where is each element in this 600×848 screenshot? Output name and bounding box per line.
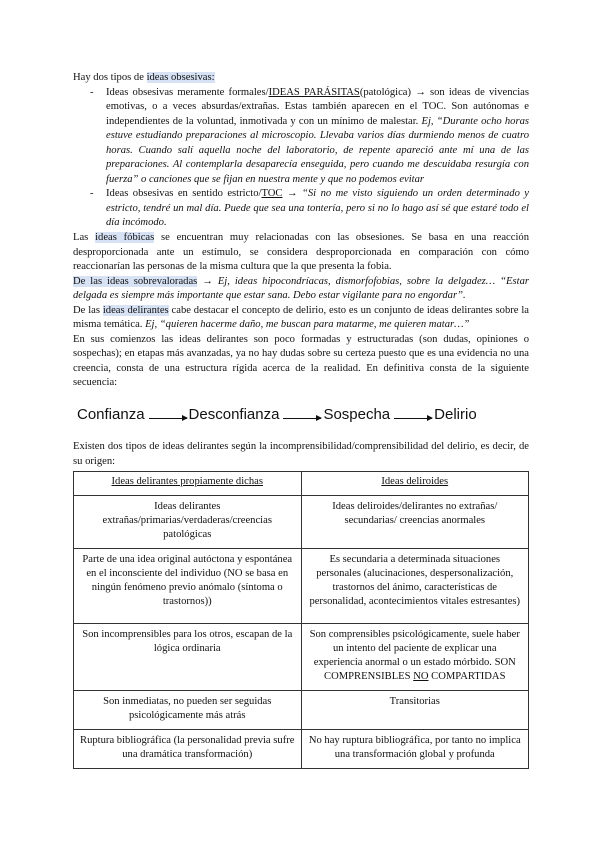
sequence-step: Confianza — [77, 405, 145, 423]
table-cell: Parte de una idea original autóctona y espontánea en el inconsciente del individuo (NO se basa en ningún fenómeno previo anómalo (síntoma o trastornos)) — [74, 549, 302, 624]
text: Las — [73, 232, 96, 244]
sobrevaloradas-paragraph — [73, 275, 529, 304]
example-text: Ej, “Durante ocho horas estuve estudiando preparaciones al microscopio. Llevaba varios días durmiendo menos de cuatro horas. Cuando salí aquella noche del laboratorio, de repente apareció ante mí una de las preparaciones. Al contemplarla desaparecía enseguida, pero cuando me descuidaba resurgía con fuerza” o canciones que se fijan en nuestra mente y que no podemos evitar — [106, 115, 530, 185]
arrow-right-icon — [149, 418, 187, 419]
list-item — [73, 86, 529, 188]
table-row — [74, 691, 529, 730]
highlight-ideas-delirantes: ideas delirantes — [102, 304, 169, 316]
underlined-term: NO — [413, 671, 429, 683]
text: → — [282, 188, 302, 200]
table-cell: Ideas delirantes extrañas/primarias/verdaderas/creencias patológicas — [74, 496, 302, 549]
delirantes-paragraph — [73, 304, 529, 333]
sequence-step: Desconfianza — [188, 405, 280, 423]
underlined-term: IDEAS PARÁSITAS — [268, 86, 360, 98]
highlight-ideas-fobicas: ideas fóbicas — [95, 232, 155, 244]
text: Ideas obsesivas en sentido estricto/ — [106, 188, 262, 200]
fobicas-paragraph — [73, 231, 529, 275]
delusion-types-table — [73, 471, 529, 769]
comienzos-paragraph: En sus comienzos las ideas delirantes son poco formadas y estructuradas (son dudas, opiniones o sospechas); en etapas más avanzadas, ya no hay dudas sobre su certeza puesto que es una evidencia no una creencia, consta de una estructura rígida acerca de la realidad. En definitiva consta de la siguiente secuencia: — [73, 333, 529, 389]
arrow-right-icon — [394, 418, 432, 419]
intro-paragraph — [73, 71, 529, 86]
column-header: Ideas delirantes propiamente dichas — [74, 472, 302, 496]
document-page — [73, 71, 529, 769]
table-row — [74, 730, 529, 769]
sequence-step: Delirio — [434, 405, 477, 423]
table-row — [74, 496, 529, 549]
arrow-text: → — [197, 275, 218, 287]
table-cell: Transitorias — [301, 691, 529, 730]
table-cell: Ideas deliroides/delirantes no extrañas/ secundarias/ creencias anormales — [301, 496, 529, 549]
table-cell: Son incomprensibles para los otros, escapan de la lógica ordinaria — [74, 624, 302, 691]
existen-paragraph: Existen dos tipos de ideas delirantes según la incomprensibilidad/comprensibilidad del delirio, es decir, de su origen: — [73, 441, 529, 467]
intro-text: Hay dos tipos de — [73, 72, 147, 83]
example-text: Ej, ideas hipocondríacas, dismorfofobias, sobre la delgadez… “Estar delgada es siempre más importante que estar sana. Debo estar vigilante para no engordar”. — [73, 275, 530, 302]
text: De las — [73, 304, 103, 316]
underlined-term: TOC — [261, 188, 283, 200]
text: se encuentran muy relacionadas con las obsesiones. Se basa en una reacción desproporcionada ante un estímulo, se considera desproporcionada en comparación con cómo reaccionarían las personas de la misma cultura que la que presenta la fobia. — [73, 232, 529, 273]
obsessive-types-list — [73, 86, 529, 231]
table-cell: Es secundaria a determinada situaciones personales (alucinaciones, despersonalización, trastornos del ánimo, características de personalidad, acontecimientos vitales estresantes) — [301, 549, 529, 624]
text: COMPARTIDAS — [428, 671, 506, 683]
delirium-sequence-diagram — [77, 404, 529, 426]
highlight-ideas-sobrevaloradas: De las ideas sobrevaloradas — [73, 275, 198, 287]
text: Ideas obsesivas meramente formales/ — [106, 86, 269, 98]
list-item — [73, 187, 529, 231]
text: Son comprensibles psicológicamente, suele haber un intento del paciente de explicar una experiencia anormal o un estado mórbido. SON COMPRENSIBLES — [309, 629, 520, 683]
highlight-ideas-obsesivas: ideas obsesivas: — [146, 72, 215, 83]
table-row — [74, 624, 529, 691]
table-header-row — [74, 472, 529, 496]
sequence-step: Sospecha — [323, 405, 391, 423]
example-text: “Si no me visto siguiendo un orden determinado y estricto, tendré un mal día. Puede que sea una tontería, pero si no lo hago así sé que estaré todo el día incómodo. — [106, 188, 530, 229]
arrow-right-icon — [283, 418, 321, 419]
table-cell: No hay ruptura bibliográfica, por tanto no implica una transformación global y profunda — [301, 730, 529, 769]
table-row — [74, 549, 529, 624]
table-cell: Son inmediatas, no pueden ser seguidas psicológicamente más atrás — [74, 691, 302, 730]
column-header: Ideas deliroides — [301, 472, 529, 496]
example-text: Ej, “quieren hacerme daño, me buscan para matarme, me quieren matar…” — [145, 319, 470, 331]
text: (patológica) → son ideas de vivencias emotivas, o a veces absurdas/extrañas. Estas también aparecen en el TOC. Son autónomas e independientes de la voluntad, inmotivada y con un mínimo de malestar. — [106, 86, 529, 127]
table-cell — [301, 624, 529, 691]
text: cabe destacar el concepto de delirio, esto es un conjunto de ideas delirantes sobre la misma temática. — [73, 304, 529, 331]
table-cell: Ruptura bibliográfica (la personalidad previa sufre una dramática transformación) — [74, 730, 302, 769]
